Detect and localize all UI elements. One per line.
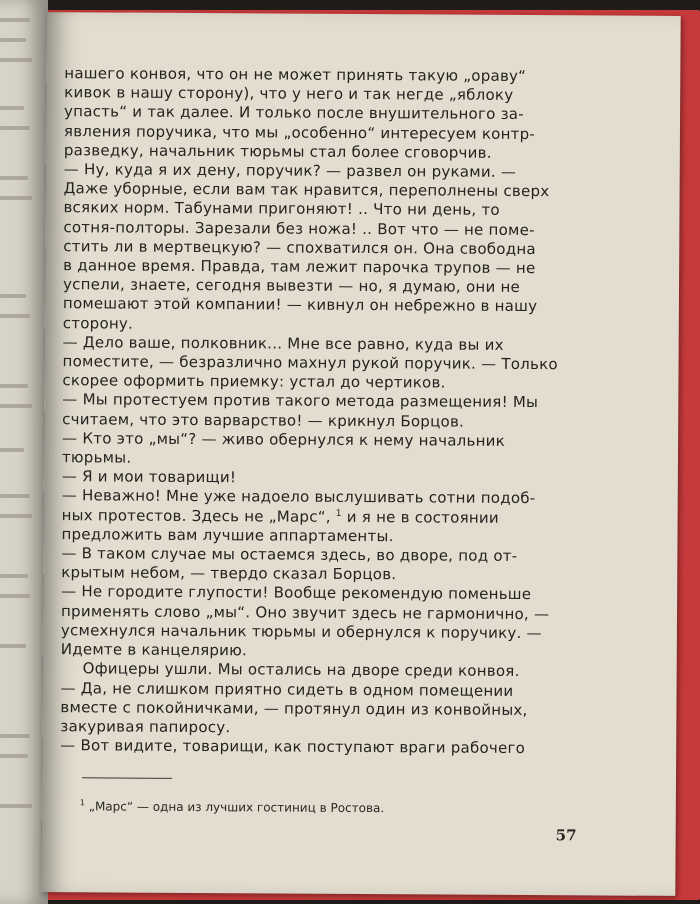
text-line: Офицеры ушли. Мы остались на дворе среди конвоя.	[82, 659, 520, 681]
text-line: крытым небом, — твердо сказал Борцов.	[61, 563, 397, 584]
footnote-marker: 1	[79, 798, 85, 808]
text-line: — Кто это „мы“? — живо обернулся к нему начальник	[62, 429, 506, 450]
page-number: 57	[555, 826, 577, 845]
text-line: — Вот видите, товарищи, как поступают враги рабочего	[60, 736, 526, 758]
footnote-divider	[82, 777, 172, 779]
text-line: нашего конвоя, что он не может принять такую „ораву“	[64, 64, 527, 86]
text-line: Идемте в канцелярию.	[60, 640, 248, 660]
left-page-edge	[0, 0, 48, 904]
text-line: всяких норм. Табунами пригоняют! .. Что ни день, то	[63, 198, 500, 220]
text-line: скорее оформить приемку: устал до чертиков.	[62, 371, 446, 392]
text-line: вместе с покойничками, — протянул один из конвойных,	[60, 697, 528, 719]
text-line: — Ну, куда я их дену, поручик? — развел он руками. —	[63, 160, 517, 181]
text-line: усмехнулся начальник тюрьмы и обернулся к поручику. —	[60, 621, 542, 642]
text-line: сотня-полторы. Зарезали без ножа! .. Вот что — не поме-	[63, 217, 535, 239]
text-line: — Неважно! Мне уже надоело выслушивать сотни подоб-	[61, 486, 536, 508]
text-line: предложить вам лучшие аппартаменты.	[61, 525, 394, 546]
text-line: — Дело ваше, полковник... Мне все равно, куда вы их	[62, 333, 504, 354]
text-line: кивок в нашу сторону), что у него и так негде „яблоку	[64, 83, 514, 105]
page-text	[60, 64, 614, 759]
text-line: — В таком случае мы остаемся здесь, во дворе, под от-	[61, 544, 518, 566]
text-line: тюрьмы.	[61, 448, 132, 467]
footnote-ref: 1	[335, 508, 342, 519]
text-line: считаем, что это варварство! — крикнул Борцов.	[62, 409, 465, 431]
text-line: применять слово „мы“. Оно звучит здесь не гармонично, —	[60, 601, 550, 623]
text-line: успели, знаете, сегодня вывезти — но, я думаю, они не	[62, 275, 521, 297]
text-line: явления поручика, что мы „особенно“ интересуем контр-	[63, 121, 536, 143]
text-line: помешают этой компании! — кивнул он небрежно в нашу	[62, 294, 538, 316]
text-line: закуривая папиросу.	[60, 717, 231, 737]
text-line: разведку, начальник тюрьмы стал более сговорчив.	[63, 140, 492, 162]
text-line: — Не городите глупости! Вообще рекомендую поменьше	[61, 582, 532, 604]
footnote-text: „Марс“ — одна из лучших гостиниц в Ростова.	[84, 799, 385, 816]
text-line: сторону.	[62, 313, 134, 333]
text-line: — Мы протестуем против такого метода размещения! Мы	[62, 390, 539, 412]
text-segment: ных протестов. Здесь не „Марс“,	[61, 505, 336, 526]
text-line: Даже уборные, если вам так нравится, переполнены сверх	[63, 179, 550, 201]
text-segment: и я не в состоянии	[341, 507, 499, 527]
text-line: поместите, — безразлично махнул рукой поручик. — Только	[62, 352, 558, 374]
text-line: — Да, не слишком приятно сидеть в одном помещении	[60, 678, 514, 700]
book-page	[41, 12, 680, 896]
text-line: в данное время. Правда, там лежит парочка трупов — не	[63, 256, 536, 278]
text-line: стить ли в мертвецкую? — спохватился он. Она свободна	[63, 237, 536, 258]
footnote	[80, 798, 384, 815]
text-line: упасть“ и так далее. И только после внушительного за-	[64, 102, 524, 124]
text-line: — Я и мои товарищи!	[61, 467, 237, 487]
